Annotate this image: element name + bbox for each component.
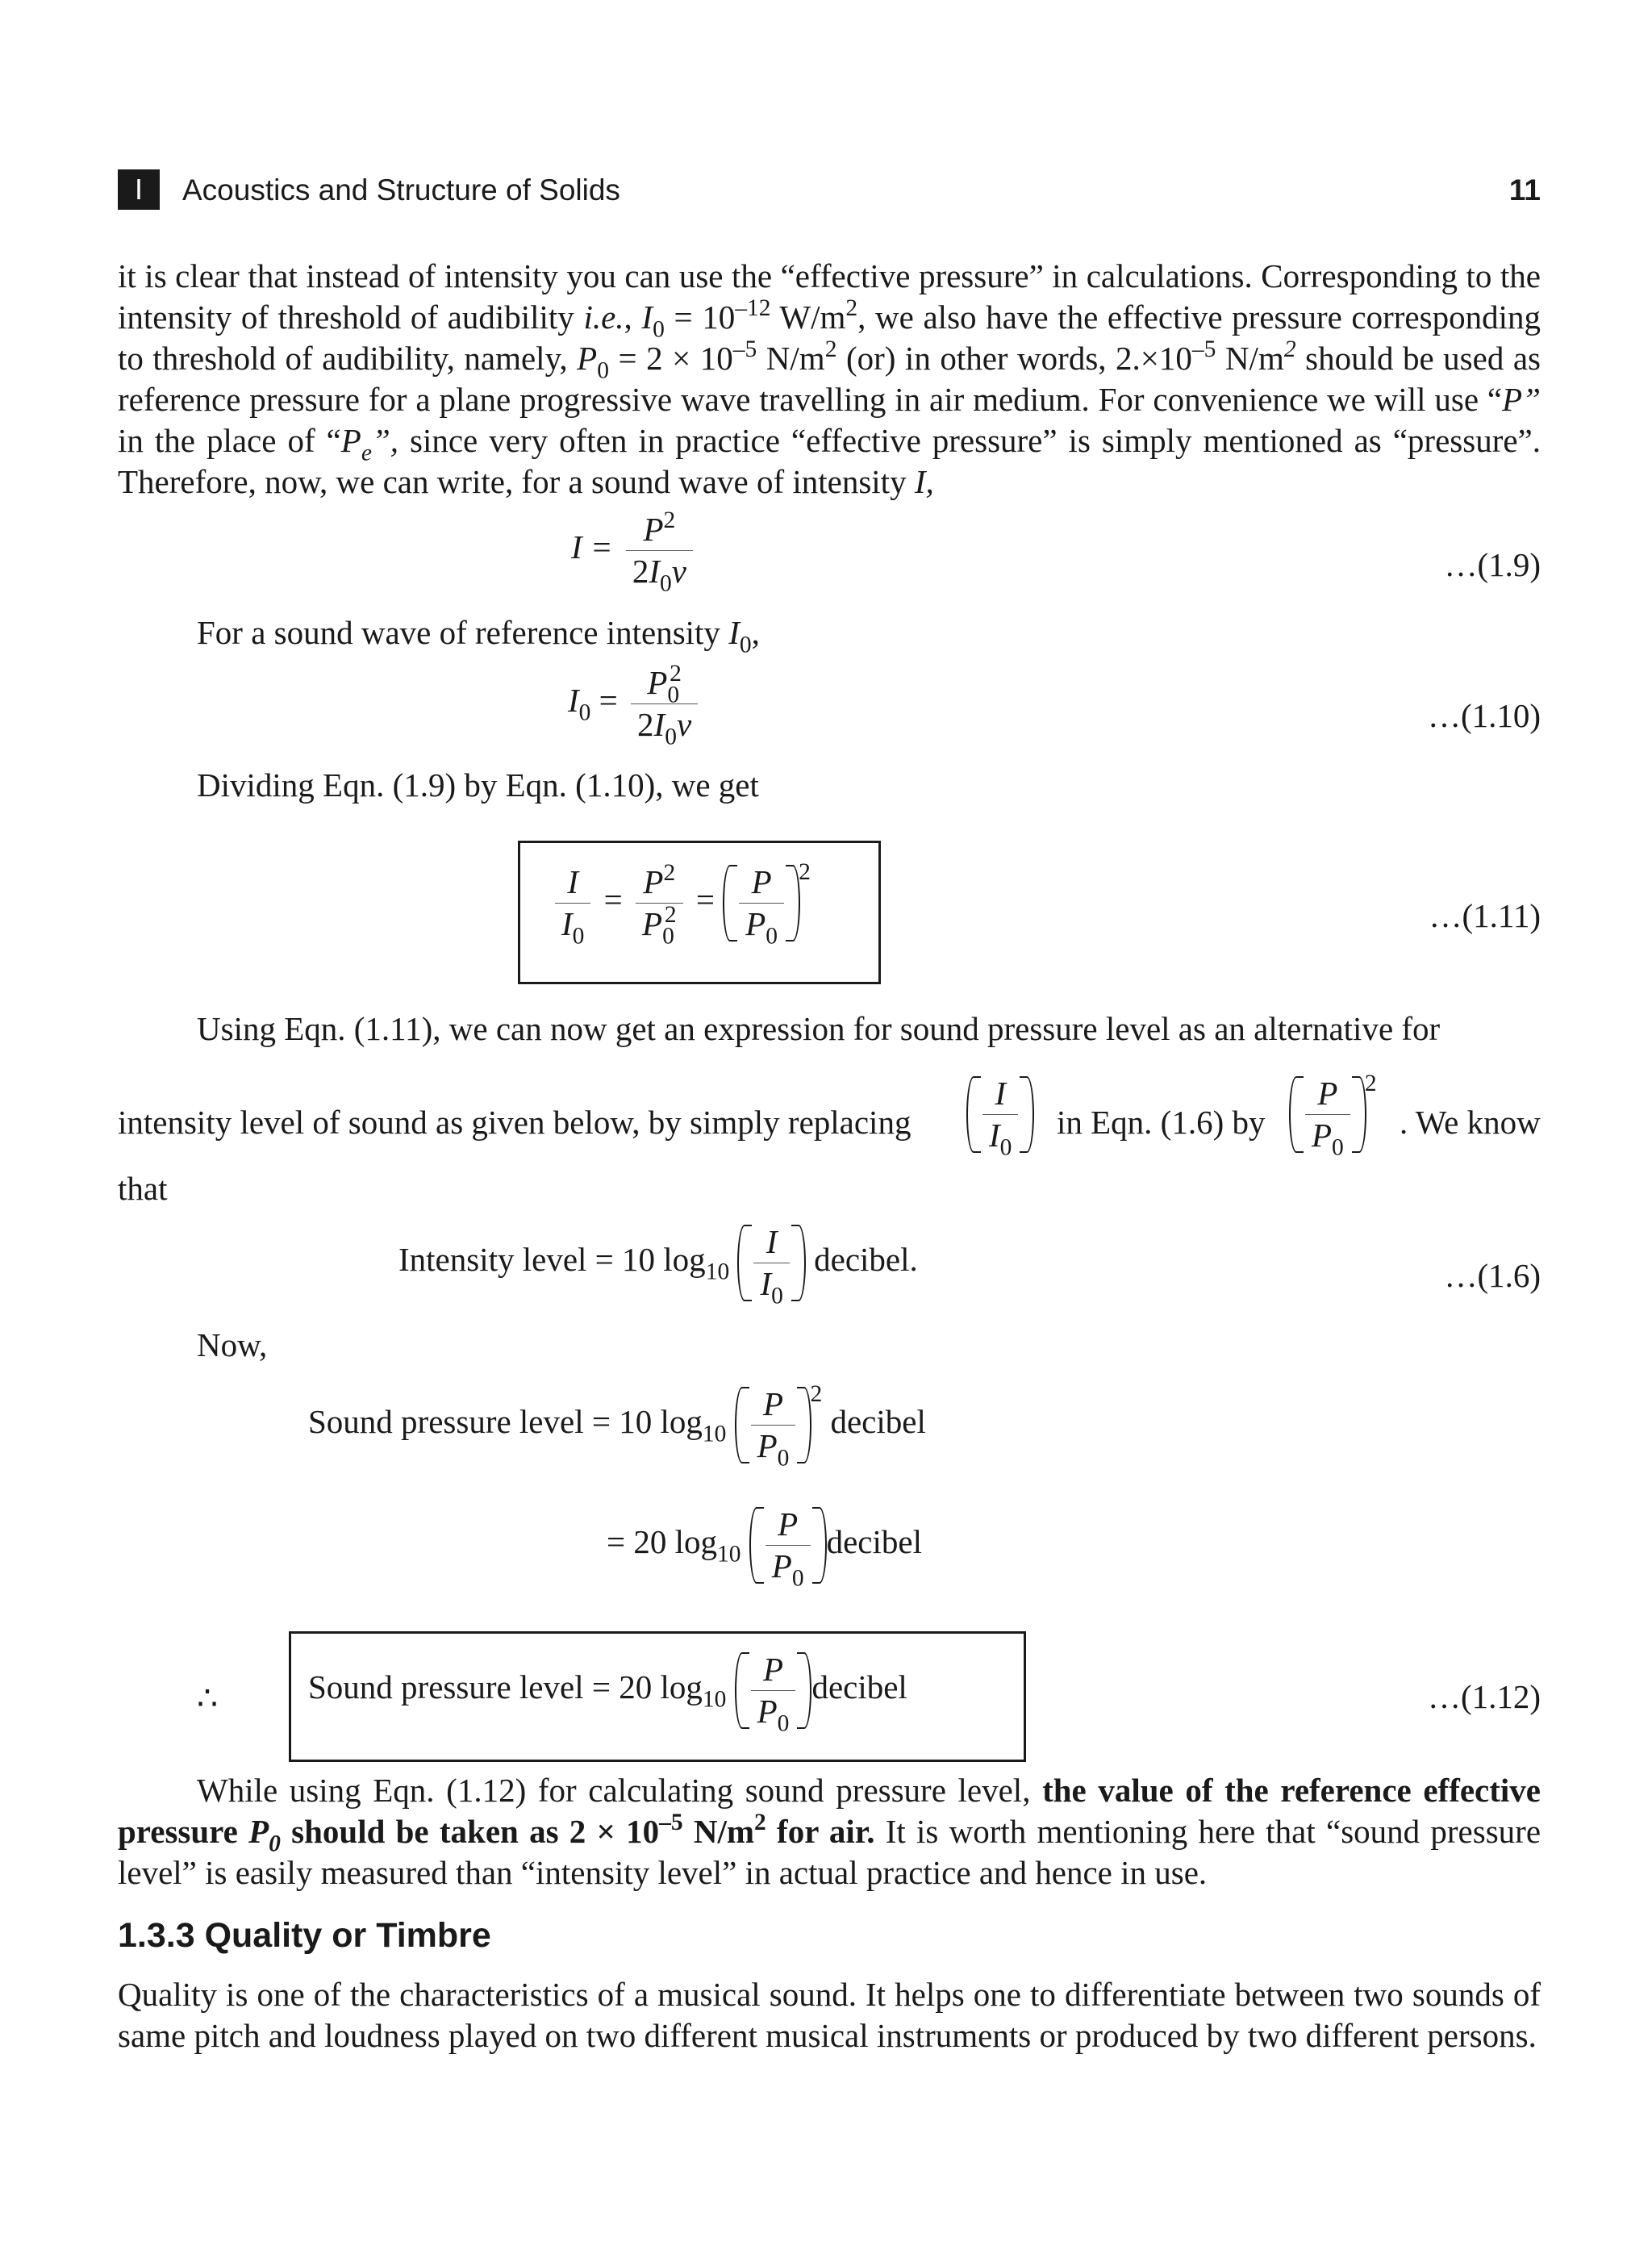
equation-1-10: $I_0$ = $\frac{P_0^2}{2I_0v}$ <box>568 664 703 744</box>
equation-spl-b: = 20 $\log_{10}$ $\frac{P}{P_0}$ decibel <box>607 1505 922 1592</box>
paragraph-replacing-end: . We know <box>1400 1104 1541 1141</box>
inline-ratio-intensity: $\frac{I}{I_0}$ <box>966 1075 1034 1154</box>
equation-1-9 <box>571 507 698 597</box>
paragraph-dividing: Dividing Eqn. (1.9) by Eqn. (1.10), we get <box>197 766 759 804</box>
eq-1-10-number: …(1.10) <box>1427 697 1541 734</box>
therefore-symbol: ∴ <box>197 1680 219 1717</box>
paragraph-reference-value: While using Eqn. (1.12) for calculating sound pressure level, the value of the reference effective pressure $P_0$ should be taken as $2 \times 10^{-5}$ $N/m^2$ for air. It is worth mentioning here that “sound pressure level” is easily measured than “intensity level” in actual practice and hence in use. <box>118 1772 1541 1891</box>
eq-1-11-number: …(1.11) <box>1429 897 1541 934</box>
paragraph-effective-pressure: it is clear that instead of intensity you can use the “effective pressure” in calculations. Corresponding to the intensity of threshold of audibility i.e., $I_0 = 10^{-12}$ $W/m^2$, we also have the effective pressure corresponding to threshold of audibility, namely, $P_0 = 2 \times 10^{-5}$ $N/m^2$ (or) in other words, $2.\times 10^{-5}$ $N/m^2$ should be used as reference pressure for a plane progressive wave travelling in air medium. For convenience we will use “P” in the place of “$P_e$”, since very often in practice “effective pressure” is simply mentioned as “pressure”. Therefore, now, we can write, for a sound wave of intensity I, <box>118 257 1541 500</box>
eq-1-9-lhs: I = <box>571 528 613 566</box>
inline-ratio-pressure: $\frac{P}{P_0}$ $^2$ <box>1289 1075 1377 1154</box>
equation-spl-a: Sound pressure level = 10 $\log_{10}$ $\frac{P}{P_0}$ $^2$ decibel <box>308 1381 926 1472</box>
paragraph-replacing-mid: in Eqn. (1.6) by <box>1057 1104 1266 1141</box>
paragraph-replacing-start: intensity level of sound as given below, by simply replacing <box>118 1104 912 1141</box>
eq-1-10-fraction: $\frac{P_0^2}{2I_0v}$ <box>631 664 698 744</box>
paragraph-that: that <box>118 1170 168 1207</box>
equation-1-6: Intensity level = 10 $\log_{10}$ $\frac{I}{I_0}$ decibel. <box>398 1223 918 1309</box>
now-label: Now, <box>197 1326 268 1363</box>
eq-1-9-number: …(1.9) <box>1444 546 1541 583</box>
paragraph-using-eqn: Using Eqn. (1.11), we can now get an expression for sound pressure level as an alternative for <box>197 1010 1441 1047</box>
running-title: Acoustics and Structure of Solids <box>182 173 620 207</box>
eq-1-6-number: …(1.6) <box>1444 1257 1541 1294</box>
equation-1-12: Sound pressure level = 20 $\log_{10}$ $\frac{P}{P_0}$ decibel <box>308 1651 907 1737</box>
eq-1-9-fraction: $\frac{P^2}{2I_0v}$ <box>626 511 693 591</box>
paragraph-reference-intensity: For a sound wave of reference intensity $I_0$, <box>197 614 760 658</box>
eq-1-12-number: …(1.12) <box>1427 1678 1541 1715</box>
paragraph-quality: Quality is one of the characteristics of a musical sound. It helps one to differentiate between two sounds of same pitch and loudness played on two different musical instruments or produced by two different persons. <box>118 1976 1541 2054</box>
page-number: 11 <box>1508 173 1541 207</box>
chapter-marker: I <box>118 169 160 210</box>
section-heading: 1.3.3 Quality or Timbre <box>118 1916 491 1955</box>
equation-1-11: $\frac{I}{I_0}$ = $\frac{P^2}{P_0^2}$ = $\frac{P}{P_0}$ $^2$ <box>550 863 811 943</box>
